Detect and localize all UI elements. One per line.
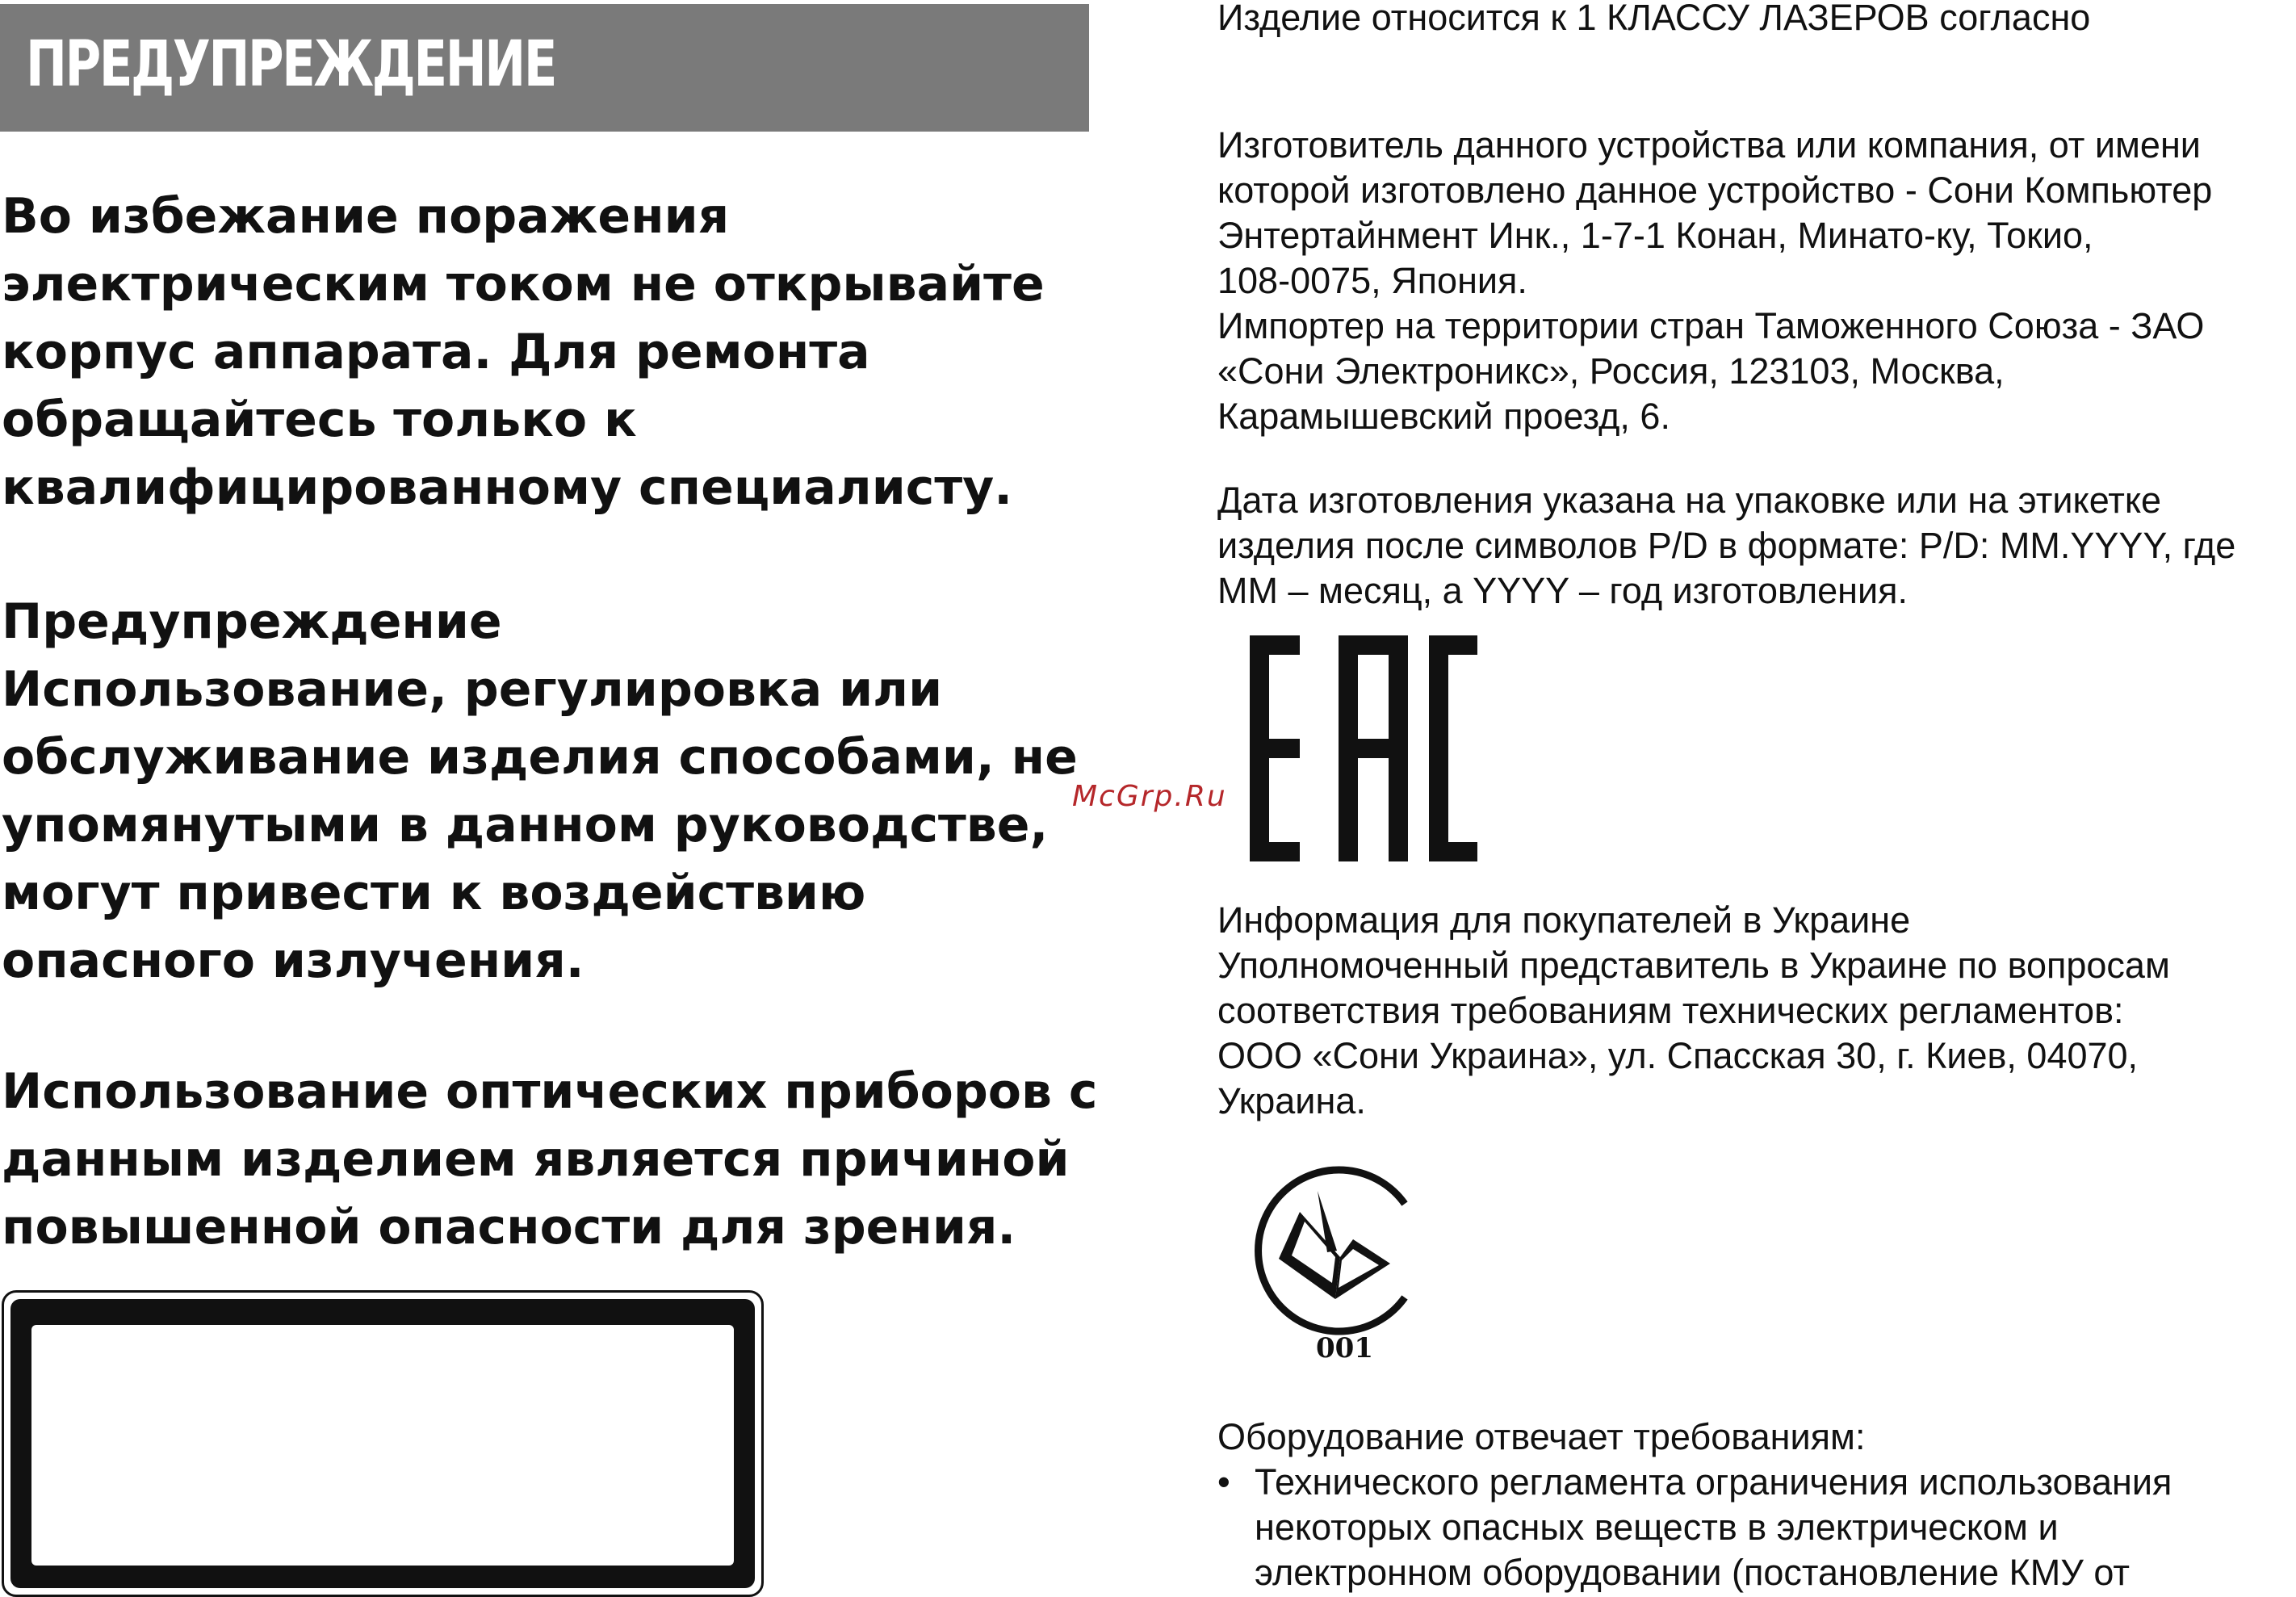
text-line: квалифицированному специалисту.: [2, 459, 1013, 516]
text-line: опасного излучения.: [2, 933, 584, 989]
text-line: данным изделием является причиной: [2, 1131, 1070, 1188]
text-line: Энтертайнмент Инк., 1-7-1 Конан, Минато-ку, Токио,: [1217, 215, 2093, 256]
ukraine-mark-code: 001: [1316, 1332, 1373, 1364]
text-line: Технического регламента ограничения использования: [1255, 1461, 2172, 1503]
ukraine-buyer-info: [1217, 898, 2170, 1124]
text-line: Дата изготовления указана на упаковке или на этикетке: [1217, 480, 2162, 521]
text-line: Изготовитель данного устройства или компания, от имени: [1217, 124, 2201, 166]
equipment-requirements-intro: [1217, 1415, 1865, 1460]
manufacture-date-info: [1217, 478, 2235, 614]
text-line: Использование, регулировка или: [2, 661, 943, 718]
laser-class-text: [1217, 0, 2090, 40]
text-line: ООО «Сони Украина», ул. Спасская 30, г. Киев, 04070,: [1217, 1035, 2139, 1076]
text-line: обращайтесь только к: [2, 392, 637, 448]
laser-label-inner-area: [31, 1325, 734, 1566]
eac-certification-icon: [1250, 635, 1477, 861]
shock-warning-paragraph: [2, 182, 1045, 522]
text-line: обслуживание изделия способами, не: [2, 729, 1078, 786]
text-line: электрическим током не открывайте: [2, 256, 1045, 312]
text-line: «Сони Электроникс», Россия, 123103, Москва,: [1217, 350, 2005, 392]
text-line: Карамышевский проезд, 6.: [1217, 396, 1670, 437]
text-line: Использование оптических приборов с: [2, 1063, 1098, 1120]
text-line: соответствия требованиям технических регламентов:: [1217, 990, 2124, 1031]
requirements-list-item: [1217, 1460, 2172, 1595]
text-line: 108-0075, Япония.: [1217, 260, 1527, 301]
site-watermark: McGrp.Ru: [1072, 780, 1227, 813]
text-line: MM – месяц, а YYYY – год изготовления.: [1217, 570, 1908, 611]
text-line: упомянутыми в данном руководстве,: [2, 797, 1049, 853]
text-line: Уполномоченный представитель в Украине по вопросам: [1217, 945, 2170, 986]
text-line: изделия после символов P/D в формате: P/D: MM.YYYY, где: [1217, 525, 2236, 566]
text-line: некоторых опасных веществ в электрическом и: [1255, 1507, 2059, 1548]
manufacturer-info: [1217, 123, 2212, 439]
optical-warning-paragraph: [2, 1058, 1097, 1261]
text-line: повышенной опасности для зрения.: [2, 1199, 1016, 1255]
text-line: Предупреждение: [2, 593, 502, 650]
text-line: Информация для покупателей в Украине: [1217, 899, 1911, 941]
text-line: Оборудование отвечает требованиям:: [1217, 1416, 1866, 1457]
radiation-warning-paragraph: [2, 588, 1078, 995]
text-line: Изделие относится к 1 КЛАССУ ЛАЗЕРОВ согласно: [1217, 0, 2091, 38]
laser-class-label: [2, 1290, 764, 1597]
text-line: электронном оборудовании (постановление КМУ от: [1255, 1552, 2130, 1593]
warning-header-title: ПРЕДУПРЕЖДЕНИЕ: [26, 28, 556, 101]
text-line: Во избежание поражения: [2, 188, 730, 245]
text-line: корпус аппарата. Для ремонта: [2, 324, 870, 380]
bullet-icon: •: [1217, 1461, 1230, 1503]
text-line: Украина.: [1217, 1080, 1366, 1121]
text-line: Импортер на территории стран Таможенного Союза - ЗАО: [1217, 305, 2205, 346]
text-line: могут привести к воздействию: [2, 865, 866, 921]
list-item-text: [1255, 1460, 2172, 1595]
text-line: которой изготовлено данное устройство - Сони Компьютер: [1217, 170, 2213, 211]
warning-header-bar: [0, 4, 1089, 132]
